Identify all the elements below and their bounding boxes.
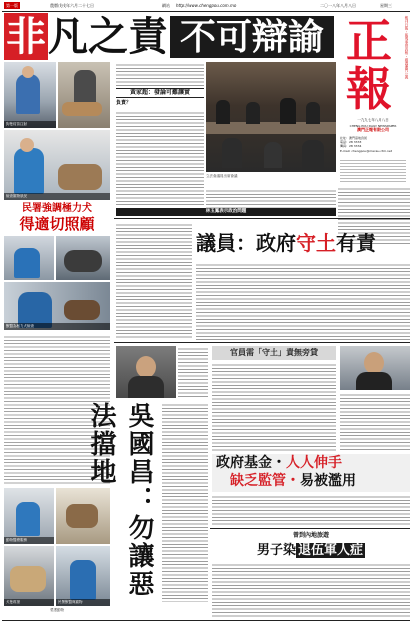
mid-story-intro bbox=[116, 222, 192, 340]
fund-line1-a: 政府基金・ bbox=[216, 455, 286, 471]
bottom-headline-a: 男子染 bbox=[256, 543, 296, 558]
wu-photo bbox=[116, 346, 176, 398]
bottom-headline bbox=[212, 542, 410, 560]
mid-headline-a: 議員：政府 bbox=[196, 231, 296, 255]
info-line: 傳真：28 3334 bbox=[340, 144, 362, 149]
top-story-subhead: 黃家超：發論可難讓實 bbox=[116, 88, 204, 98]
masthead-sub bbox=[340, 124, 406, 132]
wu-headline: 吳國昌：勿讓惡法擋地 bbox=[86, 402, 154, 598]
left-photo-6 bbox=[4, 282, 110, 330]
weekday: 星期三 bbox=[380, 3, 392, 8]
issue-date: 二〇一八年八月八日 bbox=[320, 3, 356, 8]
section-rule-1 bbox=[114, 218, 410, 219]
mid-headline-c: 有責 bbox=[336, 231, 376, 255]
masthead-title-bottom: 報 bbox=[346, 62, 392, 116]
bottom-body bbox=[212, 562, 410, 618]
top-story-photo bbox=[206, 62, 336, 172]
left-bottom-caption: 愛護動物 bbox=[50, 608, 64, 612]
masthead-title-top: 正 bbox=[346, 14, 392, 68]
fund-line1 bbox=[212, 454, 410, 472]
center-headline: 官員需「守土」責無旁貸 bbox=[212, 346, 336, 360]
lunar-date: 農曆戊戌年六月二十七日 bbox=[50, 3, 94, 8]
left-photo-5 bbox=[56, 236, 110, 280]
masthead-sub-line: 澳門正報有限公司 bbox=[357, 127, 389, 132]
bottom-headline-b: 退伍軍人症 bbox=[298, 543, 364, 558]
left-photo-9 bbox=[4, 546, 54, 606]
left-photo-8 bbox=[56, 488, 110, 544]
top-bar bbox=[2, 2, 410, 10]
bottom-kicker: 曾到內地旅遊 bbox=[292, 532, 329, 539]
masthead-sub-line: CHENG POU DAILY NEWSPAPER bbox=[349, 124, 397, 128]
top-story-body-1 bbox=[116, 110, 204, 206]
left-photo-2 bbox=[58, 62, 110, 128]
mid-story-headline bbox=[196, 228, 410, 258]
masthead-founded: 一九九七年八月八日 bbox=[357, 118, 389, 122]
top-story-intro bbox=[116, 62, 204, 86]
wu-body-2 bbox=[162, 402, 208, 602]
headline-part1 bbox=[4, 14, 168, 60]
info-line: E-mail: chengpou@macau.ctm.net bbox=[340, 148, 392, 153]
photo-caption: 獸醫為極力犬檢查 bbox=[4, 323, 110, 330]
bottom-rule bbox=[2, 620, 410, 621]
site-label: 網站 bbox=[162, 3, 170, 8]
mid-story-body bbox=[196, 262, 410, 340]
photo-caption: 檢查寵物狀況 bbox=[4, 193, 110, 200]
main-headline bbox=[4, 14, 334, 60]
page-number: 第一版 bbox=[6, 3, 18, 8]
info-line: 社址：澳門高地烏街 bbox=[340, 136, 368, 140]
right-photo-small bbox=[340, 346, 410, 390]
masthead-fine-print bbox=[340, 158, 406, 184]
left-photo-4 bbox=[4, 236, 54, 280]
top-story-photo-caption: 立法會議員出席會議 bbox=[206, 174, 238, 178]
left-photo-1 bbox=[4, 62, 56, 128]
top-story-caption-bar: 林玉鳳表示政治問題 bbox=[116, 208, 336, 216]
masthead-side-text: 報刊日報・報導事實真相・維護澳門公義 bbox=[405, 16, 409, 79]
center-body bbox=[212, 362, 336, 452]
site-url[interactable]: http://www.chengpou.com.mo bbox=[176, 3, 237, 8]
top-story-subhead2: 負責？ bbox=[116, 100, 132, 106]
headline-part2: 不可辯諭 bbox=[170, 16, 334, 58]
photo-caption: 犬隻救援 bbox=[4, 599, 54, 606]
left-photo-7 bbox=[4, 488, 54, 544]
top-story-body-2 bbox=[206, 188, 336, 208]
photo-caption: 狗隻疫苗注射 bbox=[4, 121, 56, 128]
info-line: 電話：28 3333 bbox=[340, 140, 362, 145]
masthead-info bbox=[340, 136, 406, 153]
section-rule-3 bbox=[210, 528, 410, 529]
fund-body bbox=[212, 494, 410, 526]
photo-caption: 民署獸醫與寵物 bbox=[56, 599, 110, 606]
fund-line2 bbox=[212, 472, 410, 490]
masthead bbox=[338, 12, 410, 184]
wu-body-1 bbox=[178, 346, 208, 398]
left-photo-10 bbox=[56, 546, 110, 606]
mid-headline-b: 守土 bbox=[296, 231, 336, 255]
left-headline-line2: 得適切照顧 bbox=[19, 215, 95, 233]
left-headline bbox=[4, 202, 110, 233]
photo-caption: 動物醫療服務 bbox=[4, 537, 54, 544]
fund-line1-b: 人人伸手 bbox=[286, 455, 342, 471]
section-rule-2 bbox=[114, 342, 410, 343]
left-headline-line1: 民署強調極力犬 bbox=[22, 203, 92, 214]
fund-line2-a: 缺乏監管・ bbox=[230, 473, 300, 489]
fund-line2-b: 易被濫用 bbox=[300, 473, 356, 489]
fund-headline bbox=[212, 454, 410, 492]
headline-fei-box: 非 bbox=[6, 13, 46, 60]
left-photo-3 bbox=[4, 130, 110, 200]
headline-part1-rest: 凡之責 bbox=[48, 13, 168, 60]
right-body bbox=[340, 392, 410, 452]
